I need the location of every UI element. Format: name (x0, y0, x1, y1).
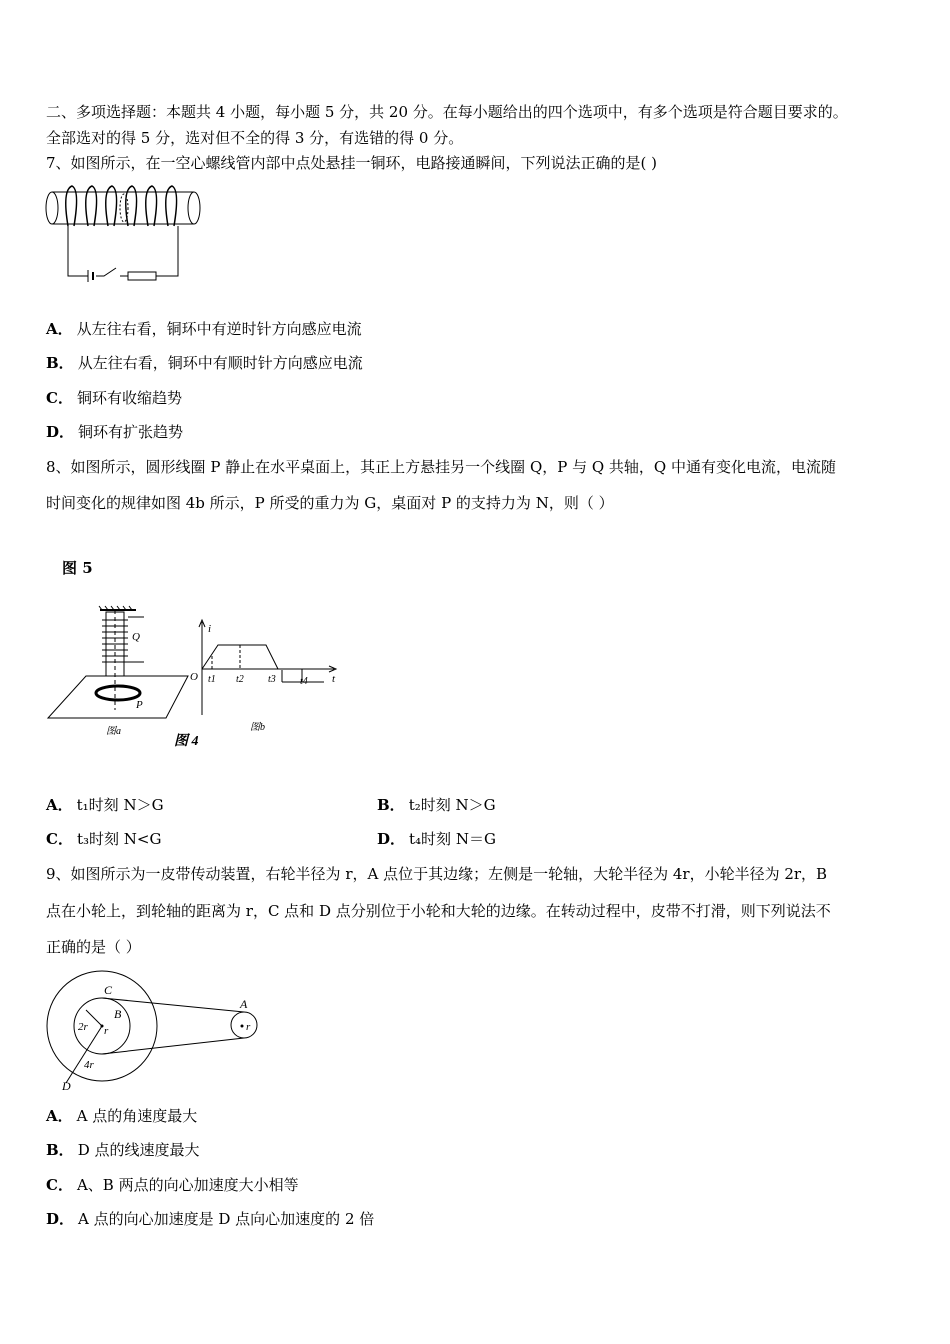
axis-label-t: t (332, 673, 336, 685)
q9-option-d[interactable]: D． A 点的向心加速度是 D 点向心加速度的 2 倍 (46, 1210, 375, 1228)
q8-figure-title: 图 5 (62, 559, 93, 577)
q9-option-a[interactable]: A． A 点的角速度最大 (46, 1107, 198, 1125)
axis-label-i: i (208, 623, 212, 635)
tick-t3: t3 (268, 674, 276, 685)
section-heading-rules: 全部选对的得 5 分，选对但不全的得 3 分，有选错的得 0 分。 (46, 129, 464, 147)
q9-option-b[interactable]: B． D 点的线速度最大 (46, 1141, 200, 1159)
q7-option-c[interactable]: C． 铜环有收缩趋势 (46, 389, 182, 407)
section-heading: 二、多项选择题：本题共 4 小题，每小题 5 分，共 20 分。在每小题给出的四个选项中，有多个选项是符合题目要求的。 (46, 103, 848, 121)
axis-origin-o: O (190, 671, 198, 683)
q8-option-b[interactable]: B． t₂时刻 N＞G (377, 796, 496, 814)
fig-a-caption: 图a (106, 726, 121, 737)
q8-option-a[interactable]: A． t₁时刻 N＞G (46, 796, 164, 814)
tick-t4: t4 (300, 676, 308, 687)
label-4r: 4r (84, 1059, 94, 1071)
label-a: A (240, 997, 248, 1011)
q7-option-b[interactable]: B． 从左往右看，铜环中有顺时针方向感应电流 (46, 354, 363, 372)
q9-stem-line2: 点在小轮上，到轮轴的距离为 r，C 点和 D 点分别位于小轮和大轮的边缘。在转动过程中，皮带不打滑，则下列说法不 (46, 902, 831, 920)
label-b: B (114, 1007, 122, 1021)
q8-option-c[interactable]: C． t₃时刻 N<G (46, 830, 162, 848)
label-r-b: r (104, 1025, 109, 1037)
tick-t1: t1 (208, 674, 216, 685)
label-2r: 2r (78, 1021, 88, 1033)
label-q: Q (132, 631, 140, 643)
q8-stem-line1: 8、如图所示，圆形线圈 P 静止在水平桌面上，其正上方悬挂另一个线圈 Q，P 与 Q 共轴，Q 中通有变化电流，电流随 (46, 458, 837, 476)
q7-solenoid-figure (44, 182, 204, 282)
q7-option-a[interactable]: A． 从左往右看，铜环中有逆时针方向感应电流 (46, 320, 362, 338)
fig-4-caption: 图 4 (174, 734, 199, 749)
q7-option-d[interactable]: D． 铜环有扩张趋势 (46, 423, 184, 441)
label-d: D (62, 1079, 71, 1090)
fig-b-caption: 图b (250, 722, 265, 733)
q9-stem-line1: 9、如图所示为一皮带传动装置，右轮半径为 r，A 点位于其边缘；左侧是一轮轴，大轮半径为 4r，小轮半径为 2r，B (46, 865, 828, 883)
tick-t2: t2 (236, 674, 244, 685)
q7-stem: 7、如图所示，在一空心螺线管内部中点处悬挂一铜环，电路接通瞬间，下列说法正确的是( ) (46, 154, 658, 172)
q9-belt-figure (44, 968, 264, 1090)
q8-option-d[interactable]: D． t₄时刻 N＝G (377, 830, 496, 848)
label-c: C (104, 983, 113, 997)
q8-coil-figure (44, 600, 344, 750)
q9-stem-line3: 正确的是（ ） (46, 938, 141, 956)
label-p: P (136, 699, 143, 711)
label-r-a: r (246, 1021, 251, 1033)
q8-stem-line2: 时间变化的规律如图 4b 所示，P 所受的重力为 G，桌面对 P 的支持力为 N，则（ ） (46, 494, 614, 512)
q9-option-c[interactable]: C． A、B 两点的向心加速度大小相等 (46, 1176, 299, 1194)
